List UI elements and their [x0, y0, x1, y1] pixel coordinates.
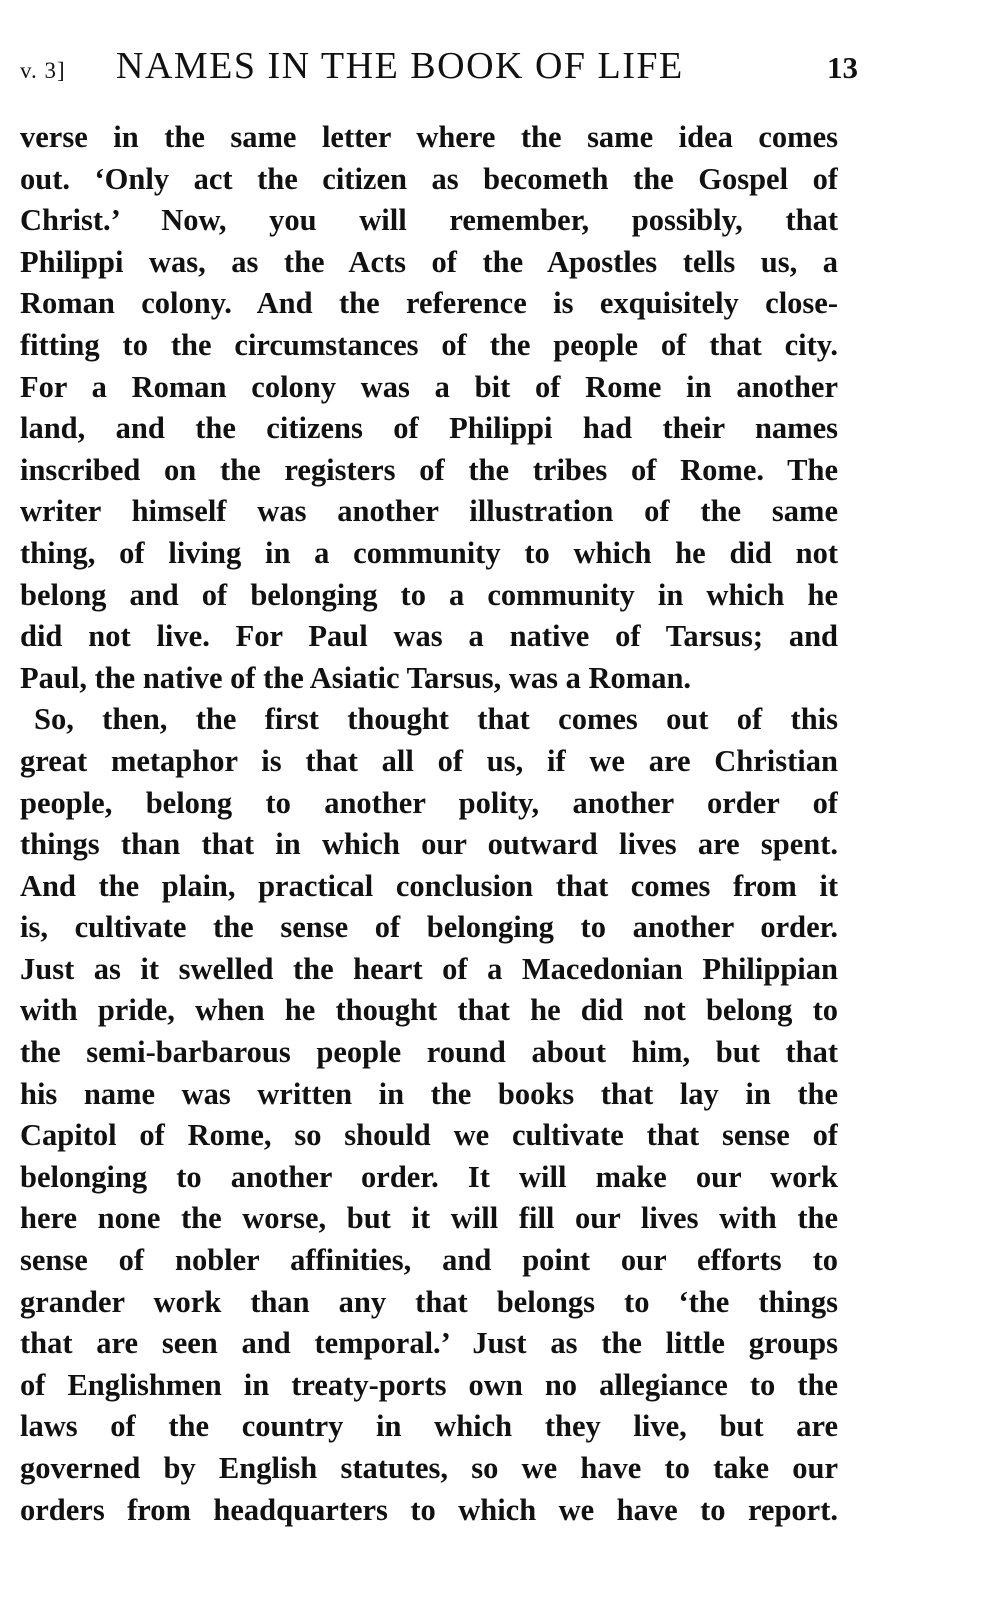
text-line: things than that in which our outward lives are spent. [20, 827, 838, 862]
body-text [20, 117, 838, 1531]
text-line: Philippi was, as the Acts of the Apostles tells us, a [20, 244, 838, 279]
text-line-paragraph-start: So, then, the first thought that comes out of this [34, 702, 838, 737]
text-line: out. ‘Only act the citizen as becometh the Gospel of [20, 161, 838, 196]
text-line: belong and of belonging to a community in which he [20, 577, 838, 612]
text-line: laws of the country in which they live, but are [20, 1409, 838, 1444]
running-title: NAMES IN THE BOOK OF LIFE [116, 45, 684, 87]
text-line: Capitol of Rome, so should we cultivate that sense of [20, 1118, 838, 1153]
text-line: And the plain, practical conclusion that comes from it [20, 868, 838, 903]
text-line: Paul, the native of the Asiatic Tarsus, was a Roman. [20, 660, 692, 695]
text-line: here none the worse, but it will fill our lives with the [20, 1201, 838, 1236]
text-line: grander work than any that belongs to ‘the things [20, 1284, 838, 1319]
text-line: of Englishmen in treaty-ports own no allegiance to the [20, 1367, 838, 1402]
text-line: people, belong to another polity, another order of [20, 785, 838, 820]
text-line: verse in the same letter where the same idea comes [20, 120, 838, 154]
text-line: For a Roman colony was a bit of Rome in another [20, 369, 838, 404]
text-line: sense of nobler affinities, and point our efforts to [20, 1243, 838, 1278]
text-line: belonging to another order. It will make our work [20, 1159, 838, 1194]
text-line: fitting to the circumstances of the people of that city. [20, 327, 838, 362]
text-line: did not live. For Paul was a native of Tarsus; and [20, 619, 838, 654]
text-line: thing, of living in a community to which he did not [20, 535, 838, 570]
text-line: land, and the citizens of Philippi had their names [20, 411, 838, 446]
text-line: Christ.’ Now, you will remember, possibly, that [20, 203, 838, 238]
text-line: inscribed on the registers of the tribes of Rome. The [20, 452, 838, 487]
text-line: is, cultivate the sense of belonging to another order. [20, 910, 838, 945]
text-line: that are seen and temporal.’ Just as the little groups [20, 1326, 838, 1361]
chapter-verse-reference: v. 3] [20, 58, 66, 83]
text-line: with pride, when he thought that he did not belong to [20, 993, 838, 1028]
text-line: his name was written in the books that lay in the [20, 1076, 838, 1111]
text-line: governed by English statutes, so we have to take our [20, 1451, 838, 1485]
text-line: Just as it swelled the heart of a Macedonian Philippian [20, 951, 838, 986]
text-line: orders from headquarters to which we have to report. [20, 1492, 838, 1527]
text-line: great metaphor is that all of us, if we are Christian [20, 743, 838, 778]
text-line: the semi-barbarous people round about him, but that [20, 1035, 838, 1070]
text-line: writer himself was another illustration of the same [20, 494, 838, 529]
page-number: 13 [827, 50, 858, 85]
running-header [20, 44, 858, 94]
text-line: Roman colony. And the reference is exquisitely close- [20, 286, 838, 321]
